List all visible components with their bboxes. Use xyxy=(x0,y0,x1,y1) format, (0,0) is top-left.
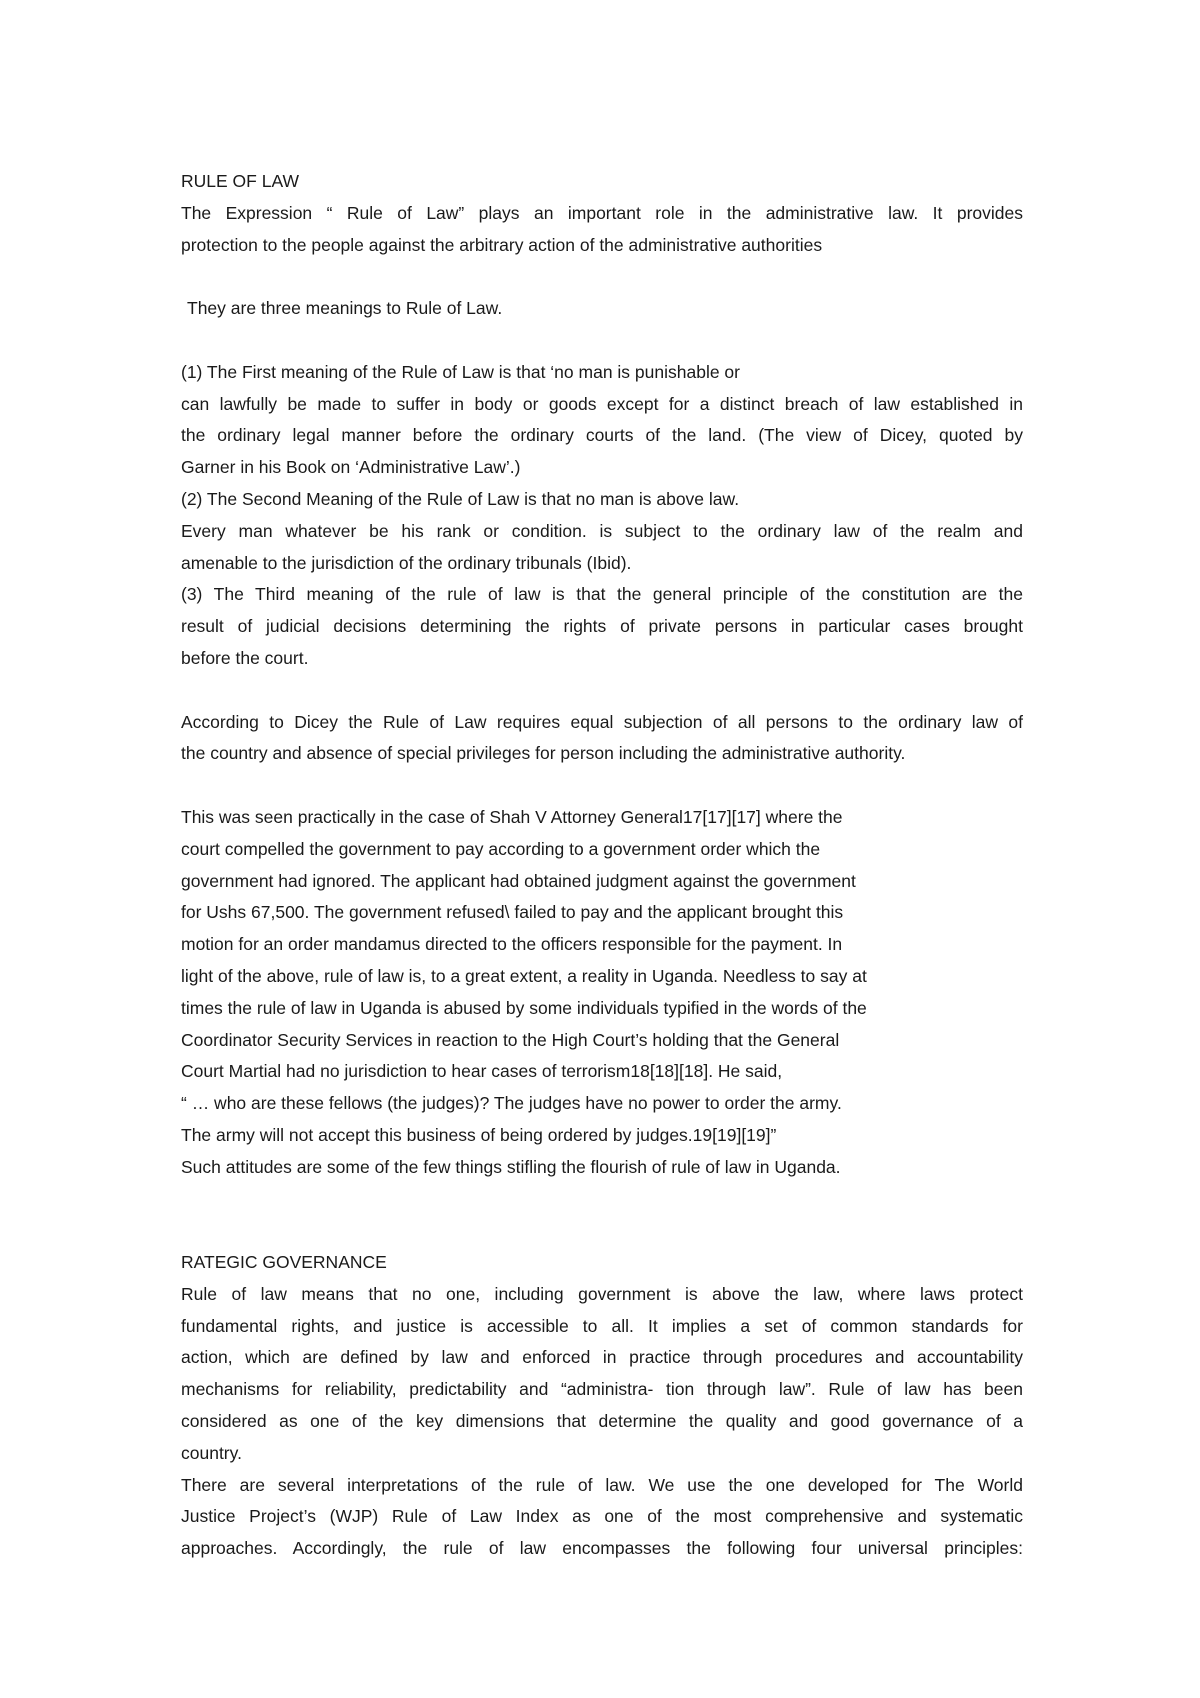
shah-line-7: times the rule of law in Uganda is abused by some individuals typified in the words of the xyxy=(181,997,867,1018)
para1-line-2: fundamental rights, and justice is accessible to all. It implies a set of common standards for xyxy=(181,1315,1023,1336)
para1-line-4: mechanisms for reliability, predictability and “administra- tion through law”. Rule of law has been xyxy=(181,1379,1023,1400)
shah-line-6: light of the above, rule of law is, to a great extent, a reality in Uganda. Needless to say at xyxy=(181,965,867,986)
meaning1-line-1: (1) The First meaning of the Rule of Law is that ‘no man is punishable or xyxy=(181,361,740,382)
meaning2-line-1: (2) The Second Meaning of the Rule of Law is that no man is above law. xyxy=(181,488,740,509)
meaning3-line-2: result of judicial decisions determining the rights of private persons in particular cases brought xyxy=(181,616,1023,637)
shah-line-11: The army will not accept this business of being ordered by judges.19[19][19]” xyxy=(181,1124,777,1145)
dicey-line-2: the country and absence of special privileges for person including the administrative authority. xyxy=(181,743,906,764)
shah-line-5: motion for an order mandamus directed to the officers responsible for the payment. In xyxy=(181,934,843,955)
paragraph-gap xyxy=(181,1184,1023,1216)
para2-line-3: approaches. Accordingly, the rule of law encompasses the following four universal principles: xyxy=(181,1538,1023,1559)
shah-line-2: court compelled the government to pay according to a government order which the xyxy=(181,838,821,859)
meaning1-line-2: can lawfully be made to suffer in body or goods except for a distinct breach of law established in xyxy=(181,393,1023,414)
para2-line-1: There are several interpretations of the rule of law. We use the one developed for The World xyxy=(181,1474,1023,1495)
paragraph-gap xyxy=(181,1215,1023,1247)
section-heading-strategic-governance: RATEGIC GOVERNANCE xyxy=(181,1252,387,1273)
para1-line-1: Rule of law means that no one, including government is above the law, where laws protect xyxy=(181,1283,1023,1304)
shah-line-12: Such attitudes are some of the few things stifling the flourish of rule of law in Uganda. xyxy=(181,1156,841,1177)
meanings-intro: They are three meanings to Rule of Law. xyxy=(187,298,503,319)
shah-line-1: This was seen practically in the case of Shah V Attorney General17[17][17] where the xyxy=(181,806,843,827)
section-heading-rule-of-law: RULE OF LAW xyxy=(181,171,299,191)
shah-line-10: “ … who are these fellows (the judges)? The judges have no power to order the army. xyxy=(181,1093,842,1114)
para2-line-2: Justice Project’s (WJP) Rule of Law Index as one of the most comprehensive and systematic xyxy=(181,1506,1023,1527)
document-body xyxy=(181,166,1023,1565)
meaning3-line-1: (3) The Third meaning of the rule of law is that the general principle of the constitution are the xyxy=(181,584,1023,605)
para1-line-6: country. xyxy=(181,1442,242,1463)
intro-line-2: protection to the people against the arbitrary action of the administrative authorities xyxy=(181,234,823,255)
paragraph-gap xyxy=(181,675,1023,707)
paragraph-gap xyxy=(181,261,1023,293)
meaning3-line-3: before the court. xyxy=(181,647,309,668)
shah-line-3: government had ignored. The applicant had obtained judgment against the government xyxy=(181,870,856,891)
para1-line-5: considered as one of the key dimensions that determine the quality and good governance of a xyxy=(181,1411,1023,1432)
dicey-line-1: According to Dicey the Rule of Law requires equal subjection of all persons to the ordinary law of xyxy=(181,711,1023,732)
shah-line-9: Court Martial had no jurisdiction to hear cases of terrorism18[18][18]. He said, xyxy=(181,1061,783,1082)
meaning2-line-2: Every man whatever be his rank or condition. is subject to the ordinary law of the realm and xyxy=(181,520,1023,541)
meaning1-line-4: Garner in his Book on ‘Administrative Law’.) xyxy=(181,457,521,478)
para1-line-3: action, which are defined by law and enforced in practice through procedures and accountability xyxy=(181,1347,1023,1368)
paragraph-gap xyxy=(181,325,1023,357)
shah-line-8: Coordinator Security Services in reaction to the High Court’s holding that the General xyxy=(181,1029,840,1050)
intro-line-1: The Expression “ Rule of Law” plays an important role in the administrative law. It provides xyxy=(181,202,1023,223)
shah-line-4: for Ushs 67,500. The government refused\ failed to pay and the applicant brought this xyxy=(181,902,844,923)
meaning1-line-3: the ordinary legal manner before the ordinary courts of the land. (The view of Dicey, quoted by xyxy=(181,425,1023,446)
meaning2-line-3: amenable to the jurisdiction of the ordinary tribunals (Ibid). xyxy=(181,552,632,573)
paragraph-gap xyxy=(181,770,1023,802)
